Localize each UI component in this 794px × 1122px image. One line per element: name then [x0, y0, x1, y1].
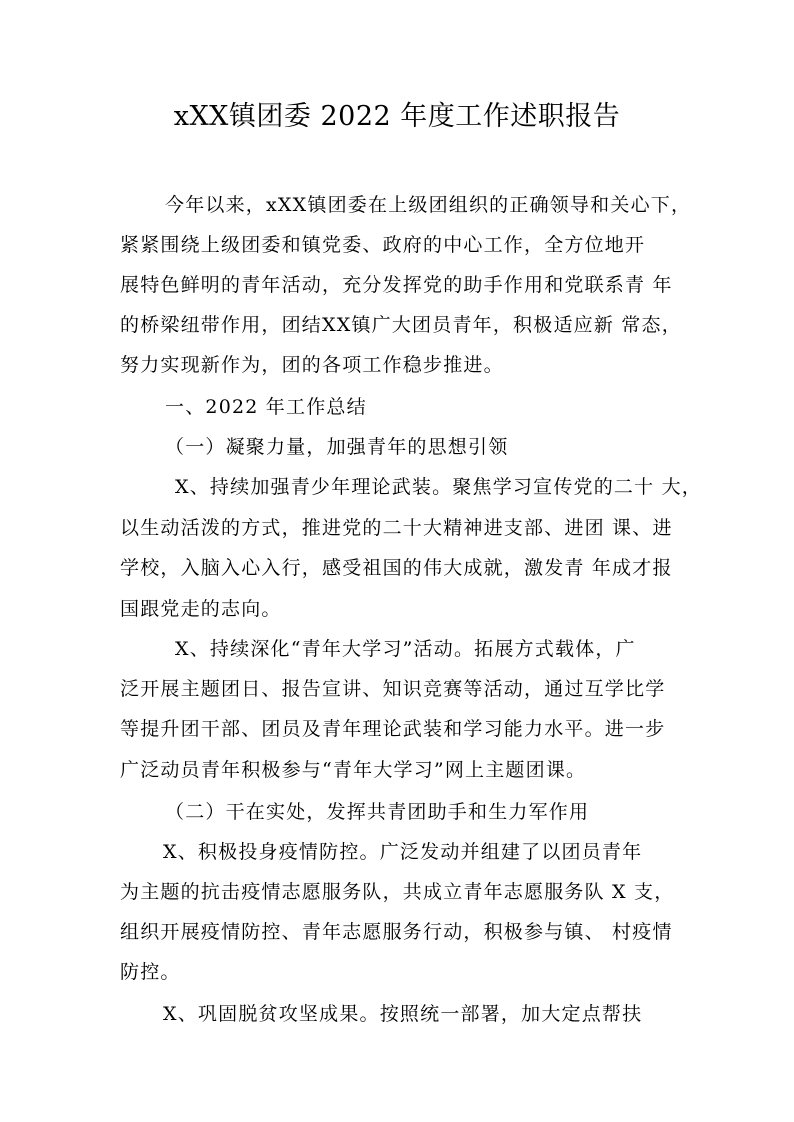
body-line: 等提升团干部、团员及青年理论武装和学习能力水平。进一步: [120, 718, 666, 740]
section-heading: 一、2022 年工作总结: [165, 396, 367, 418]
subsection-heading: （一）凝聚力量，加强青年的思想引领: [165, 436, 509, 458]
body-line: X、持续加强青少年理论武装。聚焦学习宣传党的二十 大，: [175, 476, 702, 498]
body-line: 防控。: [120, 961, 181, 983]
body-line: 国跟党走的志向。: [120, 598, 282, 620]
body-line: 组织开展疫情防控、青年志愿服务行动，积极参与镇、 村疫情: [120, 921, 673, 943]
body-line: 为主题的抗击疫情志愿服务队，共成立青年志愿服务队 X 支，: [120, 881, 675, 903]
body-line: X、持续深化“青年大学习”活动。拓展方式载体，广: [175, 638, 636, 660]
body-line: 学校，入脑入心入行，感受祖国的伟大成就，激发青 年成才报: [120, 557, 673, 579]
body-line: X、积极投身疫情防控。广泛发动并组建了以团员青年: [163, 841, 643, 863]
body-line: 展特色鲜明的青年活动，充分发挥党的助手作用和党联系青 年: [120, 274, 673, 296]
body-line: 泛开展主题团日、报告宣讲、知识竞赛等活动，通过互学比学: [120, 678, 666, 700]
body-line: 广泛动员青年积极参与“青年大学习”网上主题团课。: [120, 759, 587, 781]
body-line: 今年以来，xXX镇团委在上级团组织的正确领导和关心下，: [165, 194, 692, 216]
document-title: xXX镇团委 2022 年度工作述职报告: [173, 101, 621, 132]
body-line: 努力实现新作为，团的各项工作稳步推进。: [120, 354, 504, 376]
body-line: 紧紧围绕上级团委和镇党委、政府的中心工作，全方位地开: [120, 234, 646, 256]
body-line: 以生动活泼的方式，推进党的二十大精神进支部、进团 课、进: [120, 517, 673, 539]
body-line: 的桥梁纽带作用，团结XX镇广大团员青年，积极适应新 常态，: [120, 314, 682, 336]
body-line: X、巩固脱贫攻坚成果。按照统一部署，加大定点帮扶: [163, 1003, 643, 1025]
subsection-heading: （二）干在实处，发挥共青团助手和生力军作用: [165, 801, 590, 823]
